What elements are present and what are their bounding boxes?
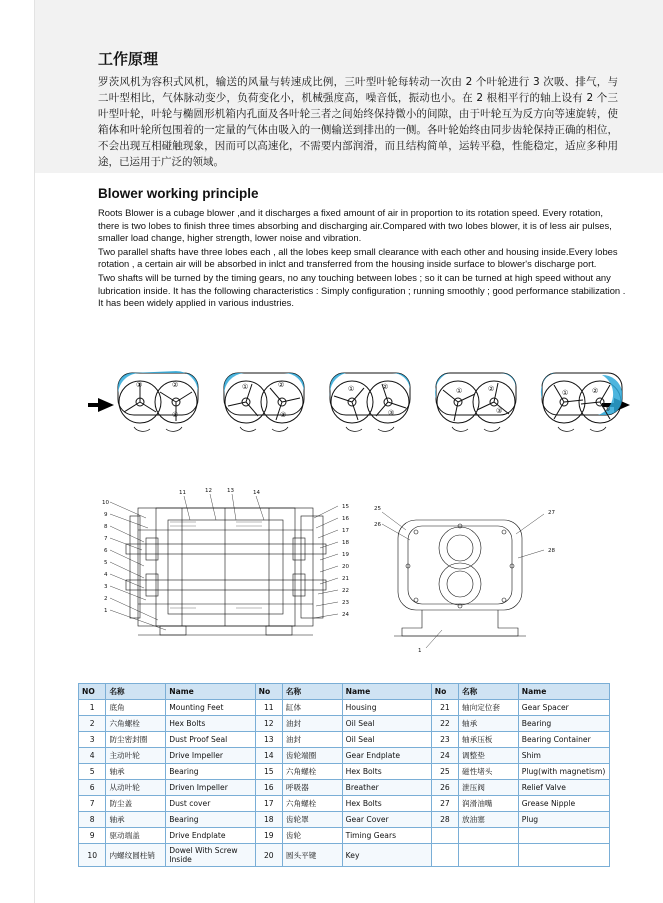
cell-en: Bearing [166,764,255,780]
svg-text:1: 1 [104,608,108,614]
svg-text:17: 17 [342,528,349,534]
cell-cn: 内螺纹圆柱销 [106,844,166,867]
col-no-1: NO [79,684,106,700]
table-row [79,828,610,844]
cell-no: 7 [79,796,106,812]
cell-no: 5 [79,764,106,780]
cell-no: 26 [431,780,458,796]
cell-en [518,828,609,844]
col-no-2: No [255,684,282,700]
cell-cn: 呼吸器 [282,780,342,796]
svg-text:21: 21 [342,576,349,582]
svg-text:③: ③ [496,407,503,415]
table-row [79,780,610,796]
svg-text:7: 7 [104,536,108,542]
cell-cn: 放油塞 [459,812,519,828]
cell-no: 15 [255,764,282,780]
cell-no: 1 [79,700,106,716]
svg-text:①: ① [456,387,463,395]
cell-en: Shim [518,748,609,764]
cell-en: Bearing [518,716,609,732]
cell-no: 21 [431,700,458,716]
table-row [79,796,610,812]
en-paragraph-3: Two shafts will be turned by the timing gears, no any touching between lobes ; so it can be turned at high speed without any lubrication inside. It has the following characteristics : Simply configuration ; running smoothly ; good performance stabilization . It has been widely applied in various industries. [98,271,626,309]
cell-no: 18 [255,812,282,828]
cell-en: Breather [342,780,431,796]
col-no-3: No [431,684,458,700]
cell-cn: 齿轮罩 [282,812,342,828]
svg-text:18: 18 [342,540,349,546]
table-row [79,716,610,732]
cell-cn: 轴向定位套 [459,700,519,716]
svg-text:②: ② [592,387,599,395]
cell-cn: 泄压阀 [459,780,519,796]
page-title-cn: 工作原理 [98,50,159,68]
cell-no: 6 [79,780,106,796]
cell-no: 9 [79,828,106,844]
cell-en: Dust Proof Seal [166,732,255,748]
cell-no [431,828,458,844]
svg-text:22: 22 [342,588,349,594]
svg-text:4: 4 [104,572,108,578]
cell-cn: 调整垫 [459,748,519,764]
cell-cn: 六角螺栓 [106,716,166,732]
assembly-drawings [86,480,631,665]
cell-cn: 齿轮 [282,828,342,844]
cell-en: Drive Impeller [166,748,255,764]
svg-text:12: 12 [205,488,212,494]
svg-text:8: 8 [104,524,108,530]
intro-paragraph-en [98,207,626,311]
col-cn-1: 名称 [106,684,166,700]
svg-text:5: 5 [104,560,108,566]
cell-cn: 六角螺栓 [282,764,342,780]
svg-text:3: 3 [104,584,108,590]
cell-cn [459,828,519,844]
cell-en: Gear Cover [342,812,431,828]
parts-list-table [78,683,610,867]
col-en-3: Name [518,684,609,700]
cell-no: 16 [255,780,282,796]
cell-no: 12 [255,716,282,732]
cell-cn: 防尘盖 [106,796,166,812]
svg-text:6: 6 [104,548,108,554]
col-en-1: Name [166,684,255,700]
svg-text:②: ② [278,381,285,389]
cell-no: 11 [255,700,282,716]
cell-no: 4 [79,748,106,764]
cell-en: Timing Gears [342,828,431,844]
cell-en [518,844,609,867]
cell-cn: 轴承 [459,716,519,732]
en-paragraph-2: Two parallel shafts have three lobes each , all the lobes keep small clearance with each other and housing inside.Every lobes rotation , a certain air will be absorbed in inlct and transferred from the housing inside surface to blower's discharge port. [98,245,618,270]
lobe-stage-5 [536,355,628,455]
table-row [79,748,610,764]
lobe-stage-2 [218,355,310,455]
cell-en: Dust cover [166,796,255,812]
svg-text:1: 1 [418,648,422,654]
svg-text:③: ③ [280,411,287,419]
cell-en: Oil Seal [342,716,431,732]
cell-cn: 六角螺栓 [282,796,342,812]
svg-text:16: 16 [342,516,349,522]
cell-cn: 轴承 [106,764,166,780]
cell-cn: 磁性堵头 [459,764,519,780]
svg-text:③: ③ [604,405,611,413]
svg-text:14: 14 [253,490,260,496]
cell-no: 24 [431,748,458,764]
cell-no: 14 [255,748,282,764]
svg-text:11: 11 [179,490,186,496]
cell-cn: 驱动端盖 [106,828,166,844]
svg-text:③: ③ [388,409,395,417]
cell-no: 27 [431,796,458,812]
cell-cn: 缸体 [282,700,342,716]
cell-no: 17 [255,796,282,812]
cell-cn: 轴承 [106,812,166,828]
svg-text:9: 9 [104,512,108,518]
svg-text:②: ② [172,381,179,389]
cell-en: Driven Impeller [166,780,255,796]
cell-en: Hex Bolts [166,716,255,732]
lobe-stage-4 [430,355,522,455]
lobe-stage-3 [324,355,416,455]
table-header-row [79,684,610,700]
cell-no: 23 [431,732,458,748]
cell-en: Key [342,844,431,867]
svg-text:10: 10 [102,500,109,506]
svg-text:②: ② [382,383,389,391]
cell-en: Relief Valve [518,780,609,796]
cell-en: Plug [518,812,609,828]
svg-text:②: ② [488,385,495,393]
cell-en: Oil Seal [342,732,431,748]
cell-en: Hex Bolts [342,764,431,780]
table-row [79,700,610,716]
cell-no: 20 [255,844,282,867]
cell-no: 28 [431,812,458,828]
cell-cn [459,844,519,867]
cell-cn: 底角 [106,700,166,716]
en-paragraph-1: Roots Blower is a cubage blower ,and it discharges a fixed amount of air in proportion to its rotation speed. Every rotation, there is two lobes to finish three times absorbing and discharging air.Compared with two lobes blower, it is of less air pulses, smaller load change, higher strength, lower noise and vibration. [98,207,612,244]
cell-en: Mounting Feet [166,700,255,716]
svg-text:19: 19 [342,552,349,558]
cell-en: Hex Bolts [342,796,431,812]
col-en-2: Name [342,684,431,700]
svg-text:2: 2 [104,596,108,602]
cell-en: Bearing [166,812,255,828]
svg-text:25: 25 [374,506,381,512]
cell-cn: 油封 [282,732,342,748]
svg-text:24: 24 [342,612,349,618]
svg-text:20: 20 [342,564,349,570]
cell-en: Dowel With Screw Inside [166,844,255,867]
svg-text:28: 28 [548,548,555,554]
cell-no: 22 [431,716,458,732]
cell-cn: 从动叶轮 [106,780,166,796]
svg-text:①: ① [348,385,355,393]
cell-cn: 圆头平键 [282,844,342,867]
svg-text:③: ③ [172,411,179,419]
cell-cn: 润滑油嘴 [459,796,519,812]
cell-no [431,844,458,867]
cell-cn: 轴承压板 [459,732,519,748]
lobe-rotation-diagram [98,355,628,455]
table-row [79,812,610,828]
cell-no: 2 [79,716,106,732]
svg-text:13: 13 [227,488,234,494]
cell-cn: 主动叶轮 [106,748,166,764]
lobe-stage-1 [112,355,204,455]
cell-no: 8 [79,812,106,828]
table-row [79,844,610,867]
cell-no: 13 [255,732,282,748]
cell-cn: 油封 [282,716,342,732]
cell-en: Gear Spacer [518,700,609,716]
cell-en: Drive Endplate [166,828,255,844]
cell-cn: 防尘密封圈 [106,732,166,748]
svg-text:①: ① [562,389,569,397]
col-cn-3: 名称 [459,684,519,700]
cell-no: 10 [79,844,106,867]
table-row [79,764,610,780]
svg-text:23: 23 [342,600,349,606]
page-title-en: Blower working principle [98,186,259,201]
cell-en: Housing [342,700,431,716]
cell-en: Gear Endplate [342,748,431,764]
svg-text:①: ① [136,381,143,389]
cell-en: Plug(with magnetism) [518,764,609,780]
table-row [79,732,610,748]
svg-text:①: ① [242,383,249,391]
intro-paragraph-cn: 罗茨风机为容积式风机，输送的风量与转速成比例，三叶型叶轮每转动一次由 2 个叶轮进行 3 次吸、排气，与二叶型相比，气体脉动变少，负荷变化小，机械强度高，噪音低，振动也小。在 2 根相平行的轴上设有 2 个三叶型叶轮，叶轮与椭圆形机箱内孔面及各叶轮三者之间始终保持微小的间隙，由于叶轮互为反方向等速旋转，使箱体和叶轮所包围着的一定量的气体由吸入的一侧输送到排出的一侧。各叶轮始终由同步齿轮保持正确的相位，不会出现互相碰触现象，因而可以高速化，不需要内部润滑，而且结构简单，运转平稳，性能稳定，适应多种用途，已运用于广泛的领域。 [98,76,618,168]
cell-cn: 齿轮端圈 [282,748,342,764]
svg-text:27: 27 [548,510,555,516]
cell-no: 19 [255,828,282,844]
cell-en: Grease Nipple [518,796,609,812]
svg-text:15: 15 [342,504,349,510]
cell-en: Bearing Container [518,732,609,748]
svg-text:26: 26 [374,522,381,528]
cell-no: 3 [79,732,106,748]
col-cn-2: 名称 [282,684,342,700]
cell-no: 25 [431,764,458,780]
